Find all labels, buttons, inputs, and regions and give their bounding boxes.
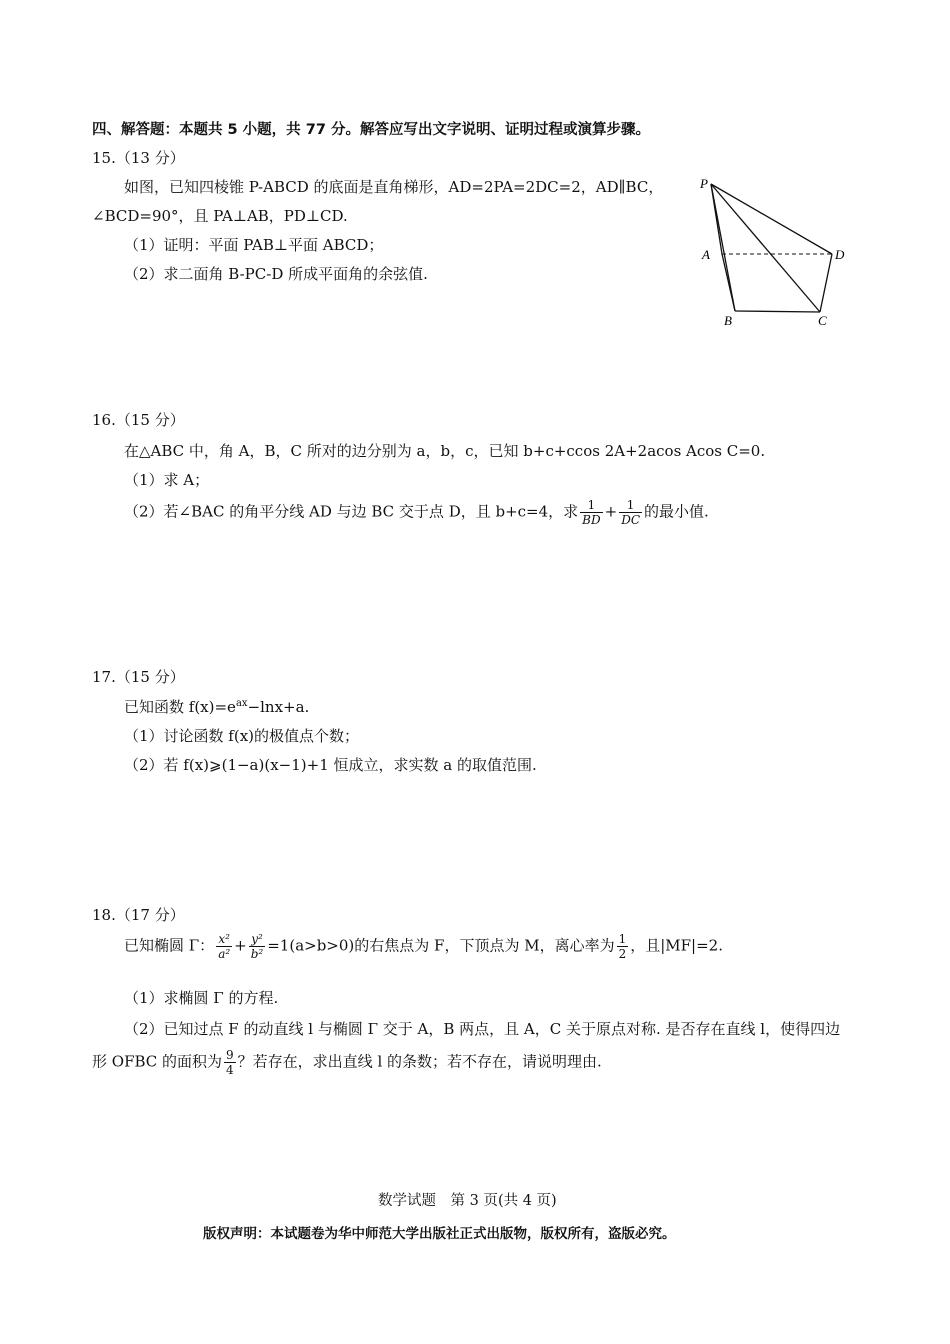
label-B: B (724, 313, 732, 328)
q15-part1: （1）证明：平面 PAB⊥平面 ABCD； (124, 236, 384, 254)
q17-heading: 17.（15 分） (92, 668, 185, 686)
q16-part2: （2）若∠BAC 的角平分线 AD 与边 BC 交于点 D，且 b+c=4，求 $\frac{1}{BD}$ + $\frac{1}{DC}$ 的最小值. (124, 498, 709, 527)
q16-part2-pre: （2）若∠BAC 的角平分线 AD 与边 BC 交于点 D，且 b+c=4，求 (124, 502, 579, 521)
page-number: 数学试题 第 3 页(共 4 页) (378, 1193, 557, 1209)
q16-heading: 16.（15 分） (92, 411, 185, 429)
fraction-9-over-4: $\frac{9}{4}$ (226, 1048, 234, 1077)
q15-heading: 15.（13 分） (92, 149, 185, 167)
q17-part2: （2）若 f(x)⩾(1−a)(x−1)+1 恒成立，求实数 a 的取值范围. (124, 756, 537, 774)
edge-PD (711, 184, 832, 254)
q18-heading: 18.（17 分） (92, 906, 185, 924)
fraction-1-over-DC: $\frac{1}{DC}$ (621, 498, 641, 527)
q15-part2: （2）求二面角 B-PC-D 所成平面角的余弦值. (124, 265, 428, 283)
fraction-x2-over-a2: $\frac{\text{x²}}{\text{a²}}$ (218, 932, 231, 961)
q15-line1: 如图，已知四棱锥 P-ABCD 的底面是直角梯形，AD=2PA=2DC=2，AD∥BC， (124, 178, 664, 196)
fraction-1-over-2: $\frac{1}{2}$ (618, 932, 627, 961)
q15-line2: ∠BCD=90°，且 PA⊥AB，PD⊥CD. (92, 207, 348, 225)
q17-line1: 已知函数 $f(x)=e^{ax}-\ln x+a$. (124, 698, 310, 716)
q18-line1: 已知椭圆 Γ： $\frac{\text{x²}}{\text{a²}}$ + $\frac{\text{y²}}{\text{b²}}$ =1(a>b>0)的右焦点为 F，下顶点为 M，离心率为 $\frac{1}{2}$ ，且|MF|=2. (124, 932, 723, 961)
fraction-1-over-BD: $\frac{1}{BD}$ (582, 498, 601, 527)
label-P: P (700, 176, 708, 191)
q18-part1: （1）求椭圆 Γ 的方程. (124, 989, 279, 1007)
q18-part2-line1: （2）已知过点 F 的动直线 l 与椭圆 Γ 交于 A，B 两点，且 A，C 关于原点对称. 是否存在直线 l，使得四边 (124, 1020, 841, 1038)
copyright-notice: 版权声明：本试题卷为华中师范大学出版社正式出版物，版权所有，盗版必究。 (203, 1226, 676, 1242)
pyramid-figure (690, 170, 860, 335)
edge-PB (711, 184, 735, 311)
edge-CD (820, 254, 832, 312)
q16-part1: （1）求 A； (124, 471, 210, 489)
q16-line1: 在△ABC 中，角 A，B，C 所对的边分别为 a，b，c，已知 b+c+ccos 2A+2acos Acos C=0. (124, 442, 766, 460)
section-title: 四、解答题：本题共 5 小题，共 77 分。解答应写出文字说明、证明过程或演算步骤。 (92, 122, 650, 138)
edge-AB (722, 254, 735, 311)
label-C: C (818, 313, 827, 328)
label-D: D (835, 247, 845, 262)
q16-part2-post: 的最小值. (644, 502, 709, 521)
fraction-y2-over-b2: $\frac{\text{y²}}{\text{b²}}$ (250, 932, 264, 961)
q17-part1: （1）讨论函数 f(x)的极值点个数； (124, 727, 360, 745)
label-A: A (702, 247, 710, 262)
q18-part2-line2: 形 OFBC 的面积为 $\frac{9}{4}$ ？若存在，求出直线 l 的条数；若不存在，请说明理由. (92, 1048, 602, 1077)
edge-PC (711, 184, 820, 312)
edge-BC (735, 311, 820, 312)
